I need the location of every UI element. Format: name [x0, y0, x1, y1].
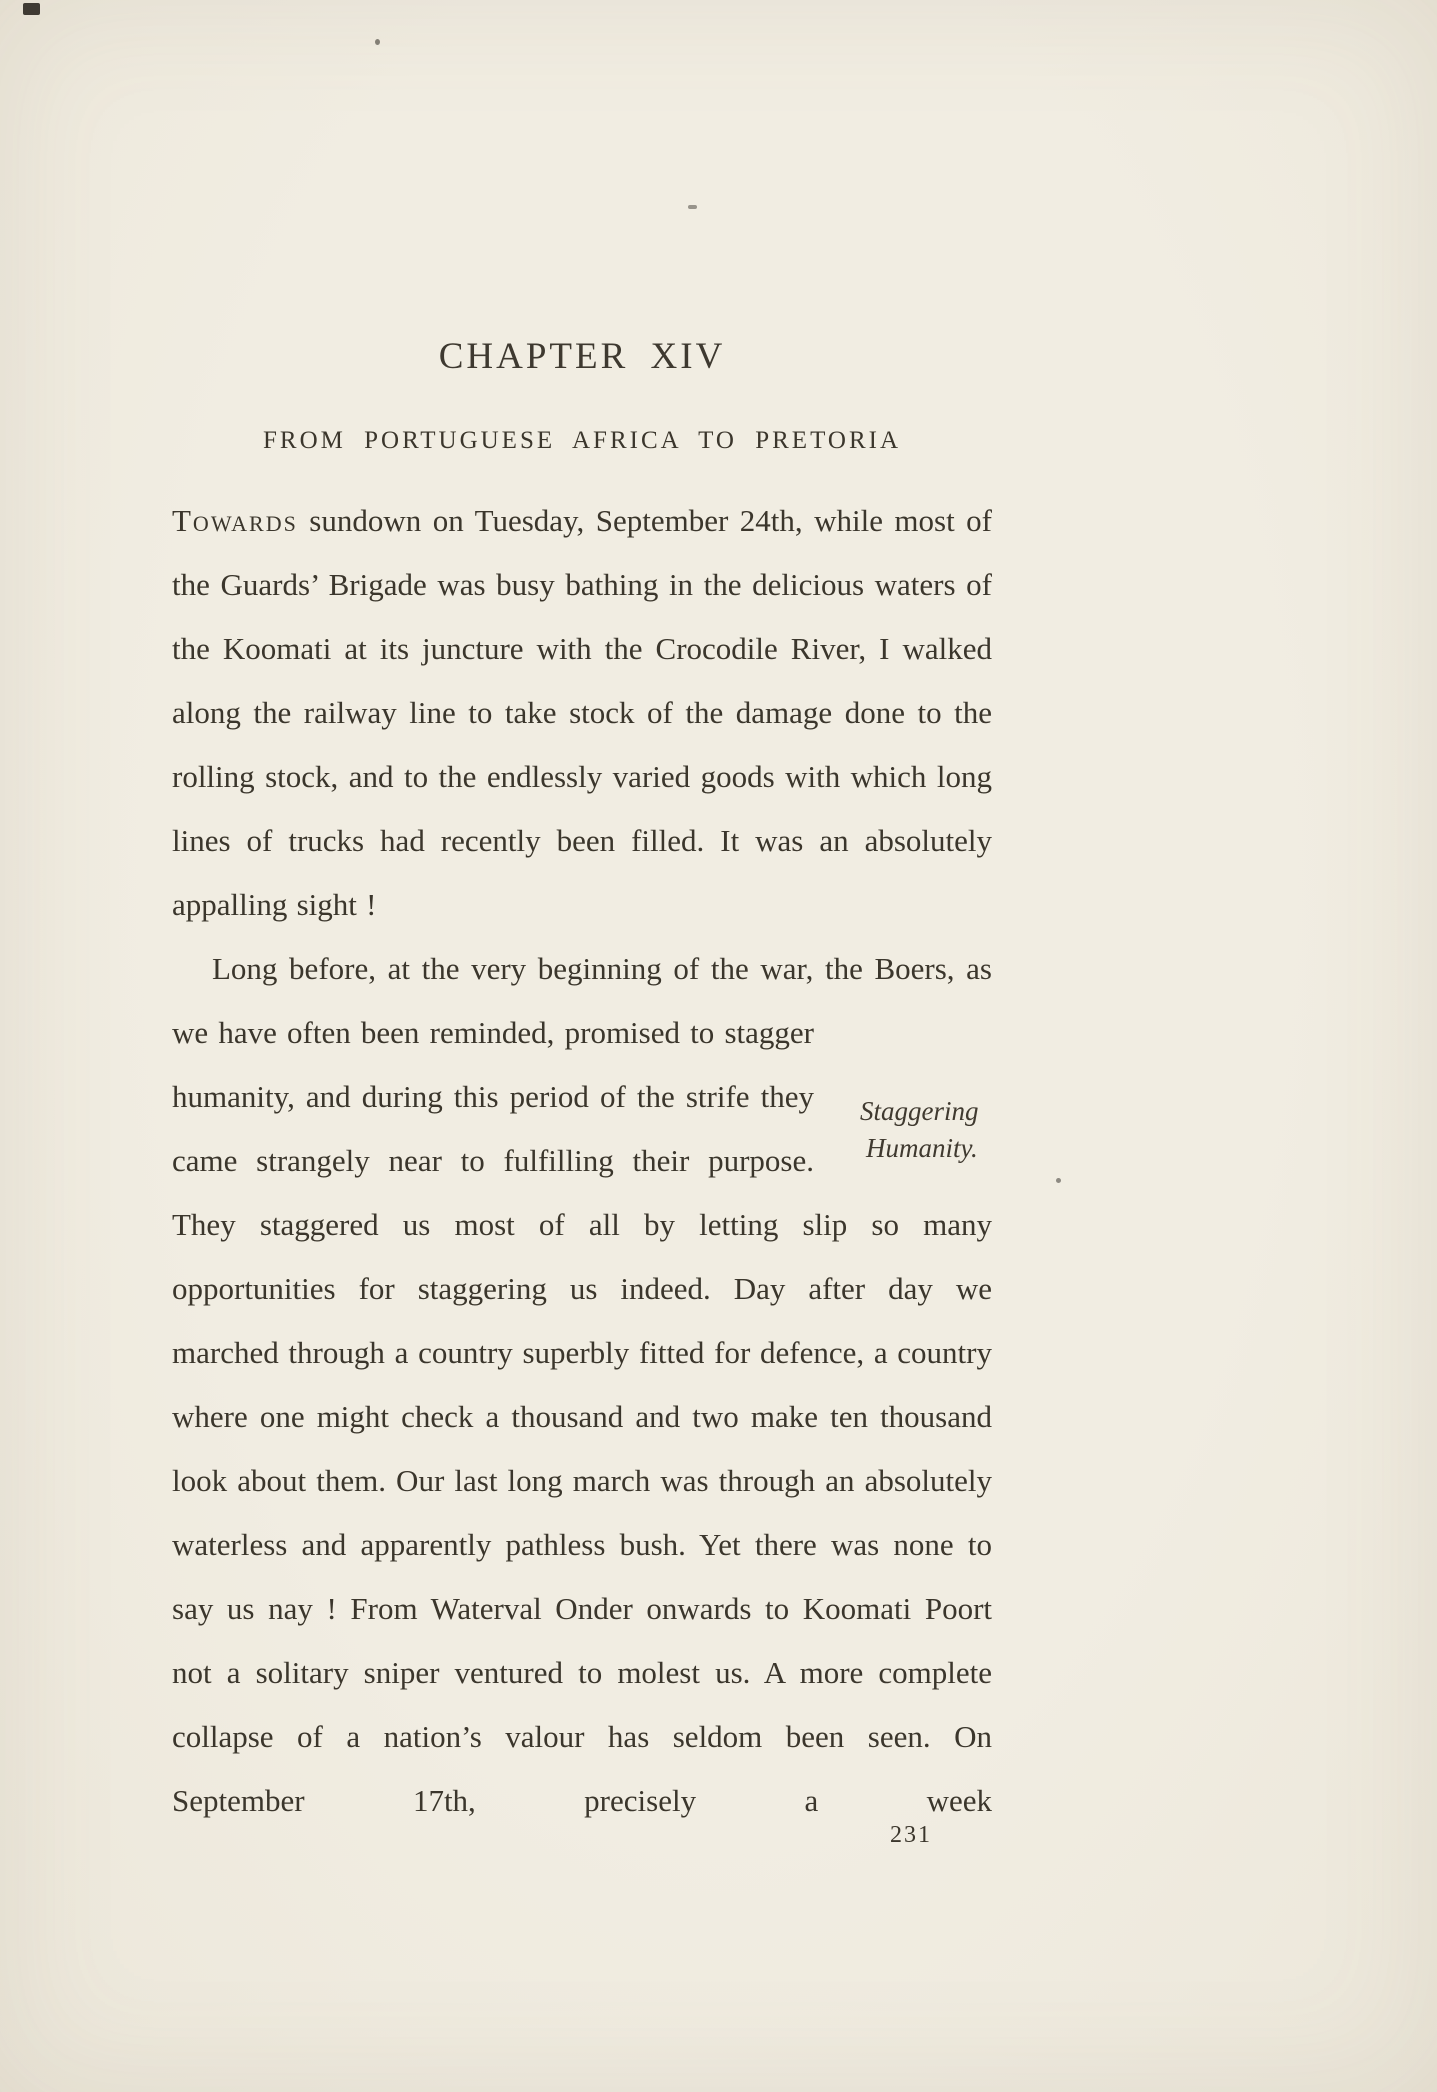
sidenote-staggering-humanity — [814, 1001, 992, 1193]
ink-speck-top-left — [23, 3, 40, 15]
text-block — [172, 338, 992, 1847]
ink-speck-top-center — [375, 39, 380, 45]
ink-speck-upper — [688, 205, 697, 209]
chapter-heading: CHAPTER XIV — [438, 336, 726, 377]
lead-word: Towards — [172, 503, 298, 538]
paragraph-1 — [172, 489, 992, 937]
paragraph-1-text: sundown on Tuesday, September 24th, while most of the Guards’ Brigade was busy bathing in the delicious waters of the Koomati at its juncture with the Crocodile River, I walked along the railway line to take stock of the damage done to the rolling stock, and to the endlessly varied goods with which long lines of trucks had recently been filled. It was an absolutely appalling sight ! — [172, 503, 992, 922]
page-number: 231 — [890, 1822, 932, 1848]
paragraph-2-text-after-note: Boers, as we have often been reminded, promised to stagger humanity, and during this period of the strife they came strangely near to fulfilling their purpose. They staggered us most of all by letting slip so many opportunities for staggering us indeed. Day after day we marched through a country superbly fitted for defence, a country where one might check a thousand and two make ten thousand look about them. Our last long march was through an absolutely waterless and apparently pathless bush. Yet there was none to say us nay ! From Waterval Onder onwards to Koomati Poort not a solitary sniper ventured to molest us. A more complete collapse of a nation’s valour has seldom been seen. On September 17th, precisely a week — [172, 951, 992, 1818]
sidenote-line-2: Humanity. — [866, 1133, 978, 1163]
chapter-subtitle: FROM PORTUGUESE AFRICA TO PRETORIA — [263, 427, 901, 454]
paragraph-2-text-before-note: Long before, at the very beginning of the war, the — [212, 951, 875, 986]
paragraph-2 — [172, 937, 992, 1833]
ink-speck-right-margin — [1056, 1178, 1061, 1183]
sidenote-line-1: Staggering — [860, 1096, 979, 1126]
